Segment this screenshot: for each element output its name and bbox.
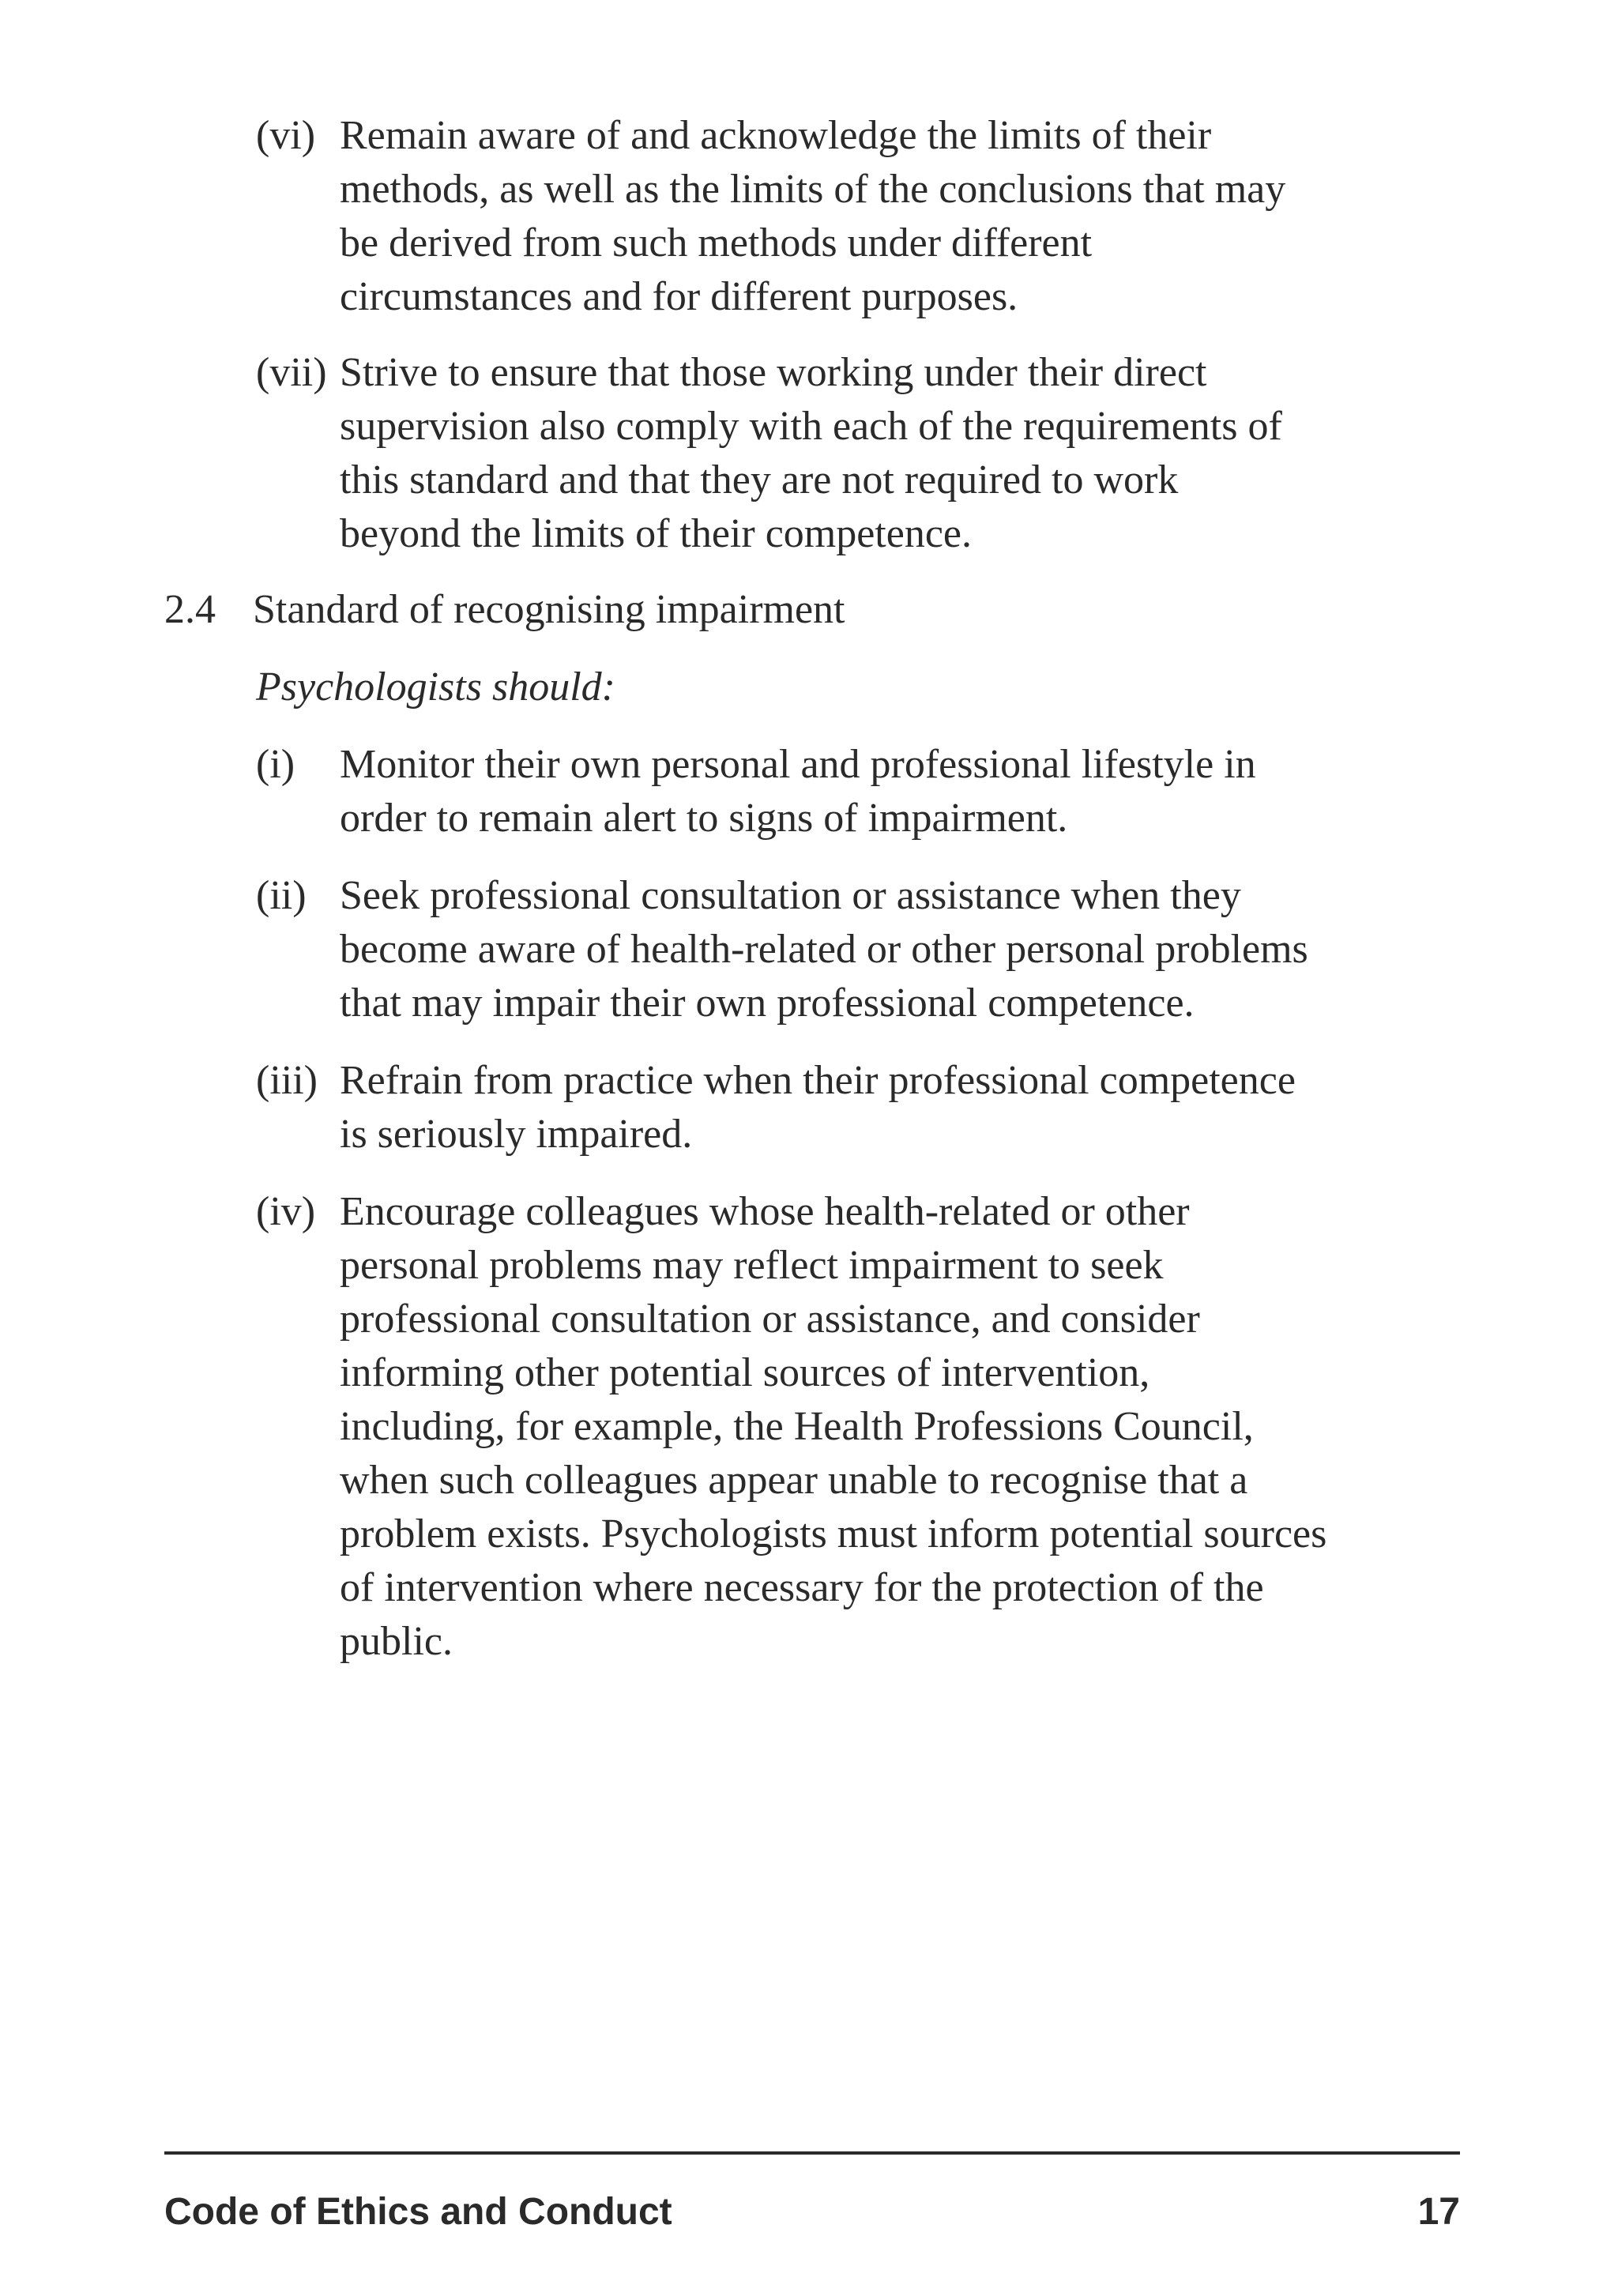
section-title: Standard of recognising impairment	[253, 587, 845, 632]
list-item-number: (vii)	[256, 350, 327, 395]
footer-document-title: Code of Ethics and Conduct	[164, 2191, 672, 2233]
section-lead: Psychologists should:	[256, 664, 615, 710]
list-item-number: (iv)	[256, 1189, 316, 1234]
list-item-text: Encourage colleagues whose health-related or other personal problems may reflect impairment to seek professional consultation or assistance, and consider informing other potential sources of intervention, including, for example, the Health Professions Council, when such colleagues appear unable to recognise that a problem exists. Psychologists must inform potential sources of intervention where necessary for the protection of the public.	[340, 1189, 1327, 1664]
list-item	[256, 346, 1488, 561]
list-item-text: Monitor their own personal and professional lifestyle in order to remain alert to signs of impairment.	[340, 742, 1256, 841]
footer-page-number: 17	[1417, 2191, 1460, 2233]
list-item-number: (vi)	[256, 113, 316, 158]
list-item	[256, 738, 1488, 845]
list-item-number: (i)	[256, 742, 295, 787]
list-item	[256, 109, 1488, 324]
list-item	[256, 1185, 1488, 1669]
list-item-text: Remain aware of and acknowledge the limits of their methods, as well as the limits of the conclusions that may be derived from such methods under different circumstances and for different purposes.	[340, 113, 1286, 319]
list-item	[256, 869, 1488, 1030]
list-item-text: Strive to ensure that those working under their direct supervision also comply with each of the requirements of this standard and that they are not required to work beyond the limits of their competence.	[340, 350, 1282, 556]
list-item-number: (iii)	[256, 1058, 318, 1103]
list-item-number: (ii)	[256, 873, 307, 918]
footer-divider	[164, 2151, 1460, 2155]
list-item-text: Refrain from practice when their professional competence is seriously impaired.	[340, 1058, 1296, 1157]
list-item	[256, 1054, 1488, 1161]
section-number: 2.4	[164, 587, 216, 632]
list-item-text: Seek professional consultation or assistance when they become aware of health-related or other personal problems that may impair their own professional competence.	[340, 873, 1308, 1026]
